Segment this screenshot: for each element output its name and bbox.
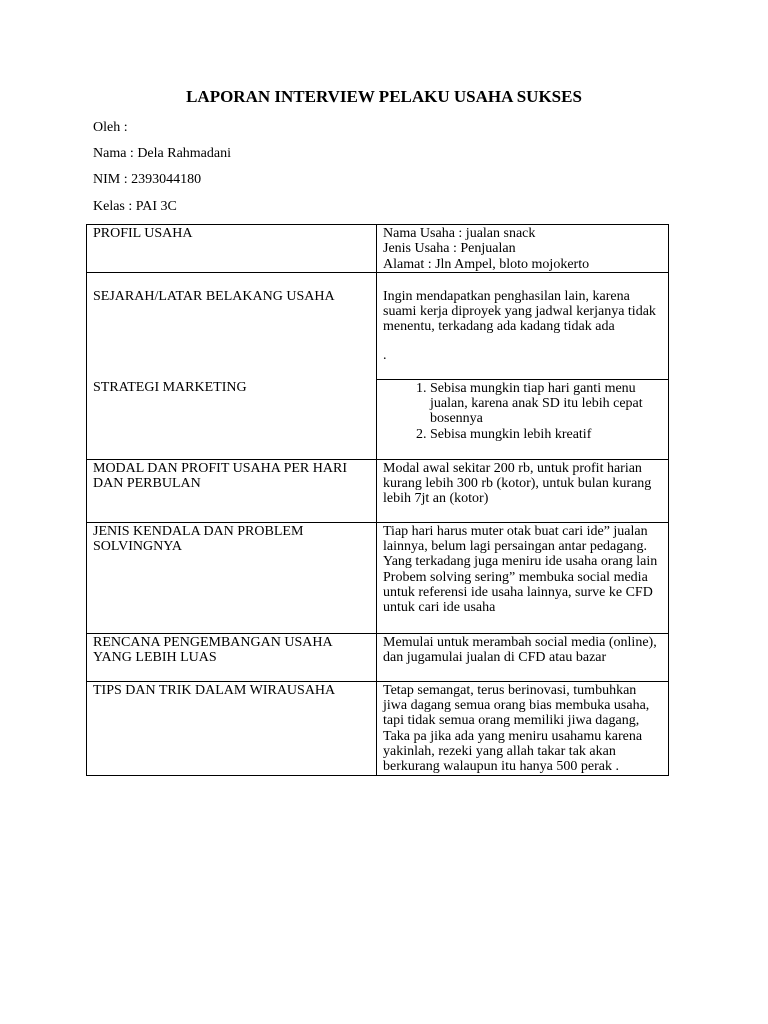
- kendala-solving-text: Probem solving sering” membuka social media untuk referensi ide usaha lainnya, surve ke CFD untuk cari ide usaha: [383, 569, 653, 616]
- table-row-sejarah: [87, 272, 669, 379]
- profil-label: PROFIL USAHA: [93, 226, 193, 241]
- modal-label-cell: [87, 459, 377, 522]
- profil-business-name: Nama Usaha : jualan snack: [383, 226, 536, 241]
- strategi-item-2: 2. Sebisa mungkin lebih kreatif: [430, 427, 662, 442]
- report-table: [86, 224, 669, 776]
- table-row-profil: [87, 225, 669, 273]
- strategi-value-cell: [377, 379, 669, 459]
- author-name: Nama : Dela Rahmadani: [93, 146, 232, 161]
- document-title: LAPORAN INTERVIEW PELAKU USAHA SUKSES: [186, 87, 582, 106]
- sejarah-value-cell: [377, 272, 669, 379]
- strategi-list: [383, 381, 662, 442]
- kendala-label: JENIS KENDALA DAN PROBLEM SOLVINGNYA: [93, 523, 304, 555]
- kendala-value-cell: [377, 522, 669, 633]
- modal-value-cell: [377, 459, 669, 522]
- sejarah-label: SEJARAH/LATAR BELAKANG USAHA: [93, 288, 335, 304]
- sejarah-text: Ingin mendapatkan penghasilan lain, karena suami kerja diproyek yang jadwal kerjanya tidak menentu, terkadang ada kadang tidak ada: [383, 288, 656, 335]
- profil-value-cell: [377, 225, 669, 273]
- author-class: Kelas : PAI 3C: [93, 199, 177, 214]
- profil-business-address: Alamat : Jln Ampel, bloto mojokerto: [383, 256, 590, 272]
- rencana-label: RENCANA PENGEMBANGAN USAHA YANG LEBIH LUAS: [93, 634, 332, 666]
- modal-text: Modal awal sekitar 200 rb, untuk profit harian kurang lebih 300 rb (kotor), untuk bulan kurang lebih 7jt an (kotor): [383, 460, 652, 507]
- tips-value-cell: [377, 681, 669, 775]
- profil-label-cell: [87, 225, 377, 273]
- profil-business-type: Jenis Usaha : Penjualan: [383, 241, 516, 257]
- rencana-value-cell: [377, 633, 669, 681]
- kendala-problem-text: Tiap hari harus muter otak buat cari ide” jualan lainnya, belum lagi persaingan antar pedagang. Yang terkadang juga meniru ide usaha orang lain: [383, 523, 658, 570]
- strategi-label-cell: [87, 379, 377, 459]
- strategi-item-1: 1. Sebisa mungkin tiap hari ganti menu jualan, karena anak SD itu lebih cepat bosennya: [430, 381, 662, 427]
- table-row-tips: [87, 681, 669, 775]
- sejarah-trailing: .: [383, 347, 387, 363]
- author-nim: NIM : 2393044180: [93, 172, 202, 187]
- tips-text: Tetap semangat, terus berinovasi, tumbuhkan jiwa dagang semua orang bias membuka usaha, tapi tidak semua orang memiliki jiwa dagang, Taka pa jika ada yang meniru usahamu karena yakinlah, rezeki yang allah takar tak akan berkurang walaupun itu hanya 500 perak .: [383, 682, 650, 775]
- table-row-strategi: [87, 379, 669, 459]
- tips-label: TIPS DAN TRIK DALAM WIRAUSAHA: [93, 682, 336, 698]
- modal-label: MODAL DAN PROFIT USAHA PER HARI DAN PERBULAN: [93, 460, 347, 492]
- kendala-label-cell: [87, 522, 377, 633]
- tips-label-cell: [87, 681, 377, 775]
- sejarah-label-cell: [87, 272, 377, 379]
- strategi-label: STRATEGI MARKETING: [93, 380, 247, 396]
- table-row-modal: [87, 459, 669, 522]
- table-row-kendala: [87, 522, 669, 633]
- rencana-label-cell: [87, 633, 377, 681]
- table-row-rencana: [87, 633, 669, 681]
- rencana-text: Memulai untuk merambah social media (online), dan jugamulai jualan di CFD atau bazar: [383, 634, 657, 666]
- author-label: Oleh :: [93, 120, 128, 135]
